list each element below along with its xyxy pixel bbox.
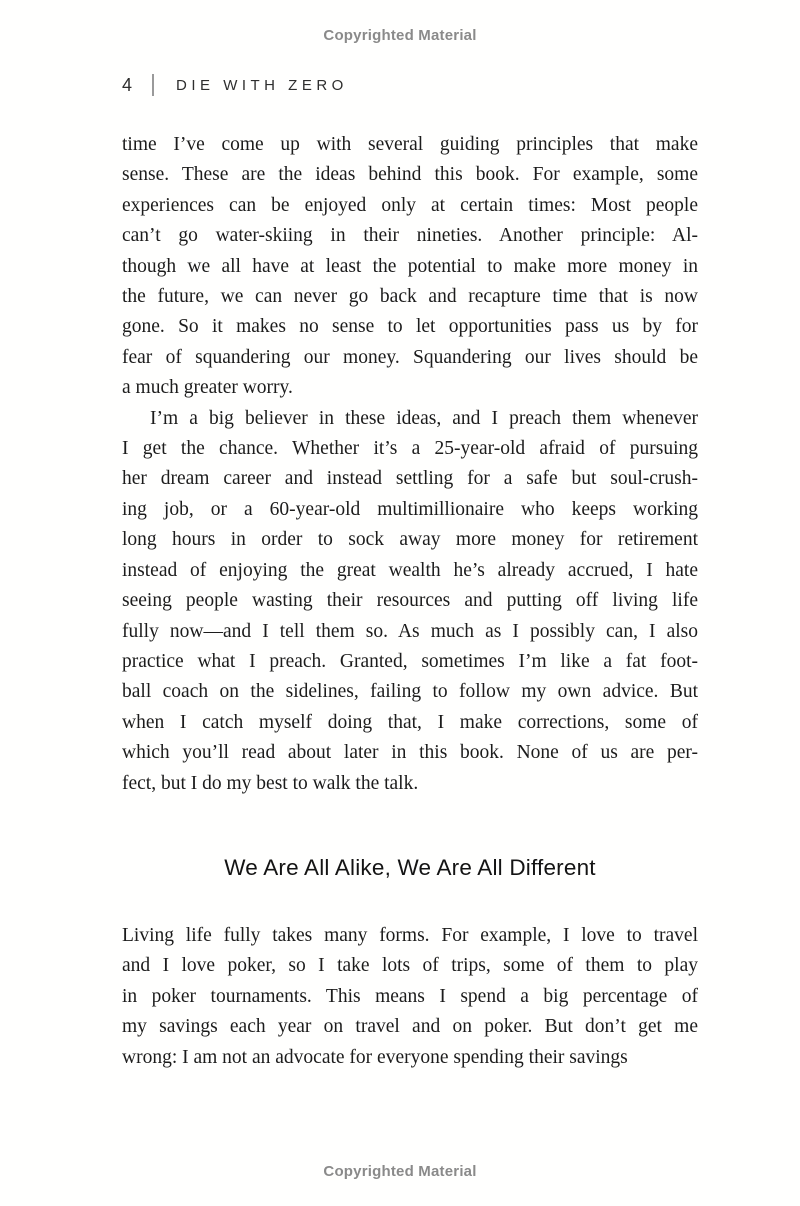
text-line: her dream career and instead settling for a safe but soul-crush- <box>122 468 698 490</box>
text-line: sense. These are the ideas behind this book. For example, some <box>122 164 698 186</box>
text-line: fect, but I do my best to walk the talk. <box>122 772 419 794</box>
text-line: I get the chance. Whether it’s a 25-year-old afraid of pursuing <box>122 438 698 460</box>
text-line: which you’ll read about later in this book. None of us are per- <box>122 742 698 764</box>
text-line: gone. So it makes no sense to let opportunities pass us by for <box>122 316 698 338</box>
text-line: can’t go water-skiing in their nineties. Another principle: Al- <box>122 225 698 247</box>
section-heading: We Are All Alike, We Are All Different <box>224 854 596 880</box>
text-line: seeing people wasting their resources and putting off living life <box>122 590 698 612</box>
paragraph-believer <box>122 404 698 799</box>
text-line: practice what I preach. Granted, sometimes I’m like a fat foot- <box>122 650 698 672</box>
text-line: wrong: I am not an advocate for everyone spending their savings <box>122 1046 628 1068</box>
text-line: Living life fully takes many forms. For example, I love to travel <box>122 924 698 946</box>
text-line: fully now—and I tell them so. As much as I possibly can, I also <box>122 620 698 642</box>
text-line: fear of squandering our money. Squandering our lives should be <box>122 346 698 368</box>
text-line: I’m a big believer in these ideas, and I preach them whenever <box>150 407 698 429</box>
running-header <box>122 74 348 96</box>
paragraph-living-life <box>122 921 698 1073</box>
text-line: time I’ve come up with several guiding principles that make <box>122 134 698 155</box>
text-line: my savings each year on travel and on poker. But don’t get me <box>122 1016 698 1038</box>
text-line: long hours in order to sock away more money for retirement <box>122 529 698 551</box>
copyright-notice-top: Copyrighted Material <box>323 27 477 44</box>
header-separator-bar <box>152 74 154 96</box>
text-line: experiences can be enjoyed only at certain times: Most people <box>122 194 698 216</box>
text-line: and I love poker, so I take lots of trips, some of them to play <box>122 955 698 977</box>
book-title: DIE WITH ZERO <box>176 76 348 94</box>
text-line: a much greater worry. <box>122 377 293 399</box>
text-line: though we all have at least the potential to make more money in <box>122 255 698 277</box>
body-text <box>122 130 698 1073</box>
text-line: when I catch myself doing that, I make corrections, some of <box>122 711 698 733</box>
text-line: the future, we can never go back and recapture time that is now <box>122 286 698 308</box>
text-line: ball coach on the sidelines, failing to follow my own advice. But <box>122 681 698 703</box>
text-line: ing job, or a 60-year-old multimillionaire who keeps working <box>122 498 698 520</box>
text-line: instead of enjoying the great wealth he’s already accrued, I hate <box>122 559 698 581</box>
paragraph-continued <box>122 130 698 404</box>
copyright-notice-bottom: Copyrighted Material <box>323 1163 477 1180</box>
page-number: 4 <box>122 74 133 95</box>
text-line: in poker tournaments. This means I spend a big percentage of <box>122 985 698 1007</box>
